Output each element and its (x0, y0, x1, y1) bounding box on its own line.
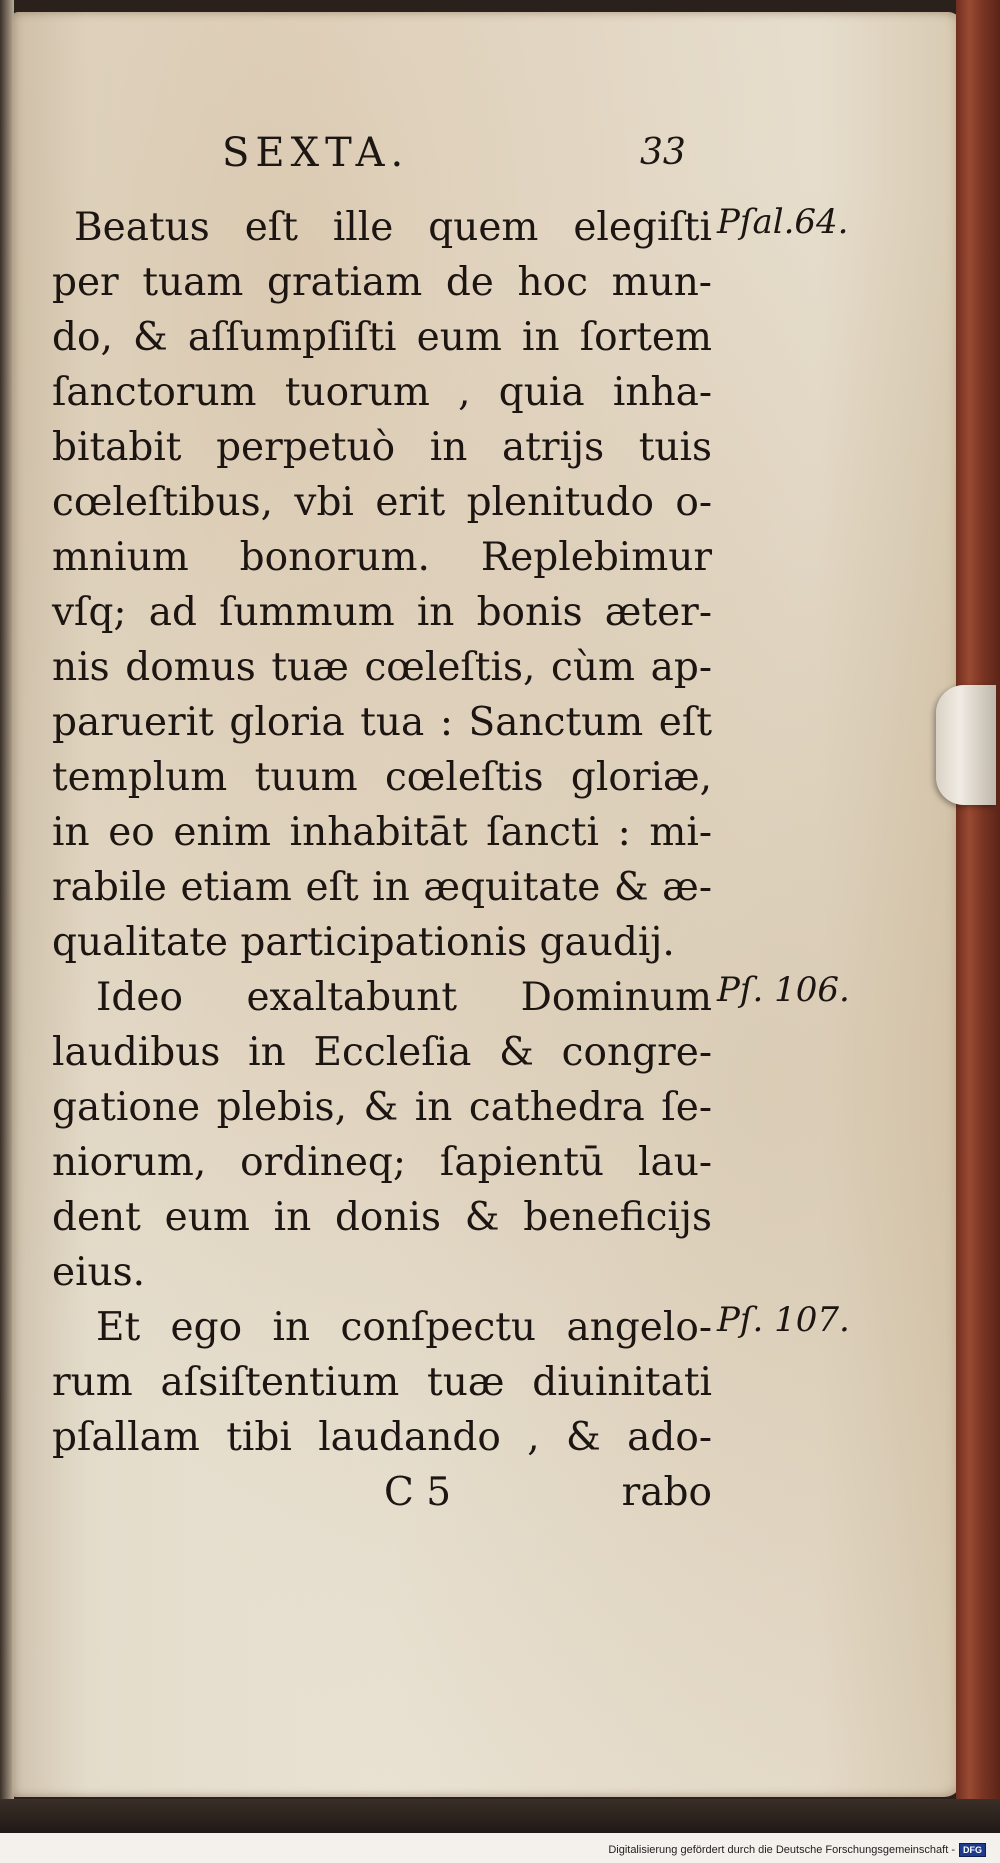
signature-line (52, 1465, 712, 1525)
body-text (52, 200, 712, 1525)
text-line: nis domus tuæ cœleſtis, cùm ap- (52, 645, 712, 690)
scan-bottom-border (0, 1799, 1000, 1833)
book-page (12, 12, 962, 1797)
text-line: gatione plebis, & in cathedra ſe- (52, 1085, 712, 1130)
dfg-logo: DFG (959, 1843, 986, 1857)
signature-mark: C 5 (384, 1470, 452, 1515)
text-line: bitabit perpetuò in atrijs tuis (52, 425, 712, 470)
margin-note-psalm-106: Pſ. 106. (717, 970, 850, 1010)
text-line: paruerit gloria tua : Sanctum eſt (52, 700, 712, 745)
text-line: per tuam gratiam de hoc mun- (52, 260, 712, 305)
digitization-credit (608, 1843, 986, 1857)
book-fore-edge (956, 0, 1000, 1800)
text-line: mnium bonorum. Replebimur (52, 535, 712, 580)
credit-bar (0, 1833, 1000, 1863)
text-line: templum tuum cœleſtis gloriæ, (52, 755, 712, 800)
margin-note-psalm-107: Pſ. 107. (717, 1300, 850, 1340)
text-line: Et ego in conſpectu angelo- (96, 1305, 712, 1350)
text-line: pſallam tibi laudando , & ado- (52, 1415, 712, 1460)
text-line: do, & aſſumpſiſti eum in ſortem (52, 315, 712, 360)
text-line: ſanctorum tuorum , quia inha- (52, 370, 712, 415)
text-line: Beatus eſt ille quem elegiſti (74, 205, 712, 250)
catchword: rabo (621, 1470, 712, 1515)
text-line: niorum, ordineq; ſapientū lau- (52, 1140, 712, 1185)
text-line: dent eum in donis & beneficijs (52, 1195, 712, 1240)
page-number: 33 (640, 132, 686, 173)
page-header (202, 130, 722, 190)
page-clip (936, 685, 996, 805)
text-line: rum aſsiſtentium tuæ diuinitati (52, 1360, 712, 1405)
text-line: vſq; ad ſummum in bonis æter- (52, 590, 712, 635)
text-line: cœleſtibus, vbi erit plenitudo o- (52, 480, 712, 525)
text-line: Ideo exaltabunt Dominum (96, 975, 712, 1020)
credit-text: Digitalisierung gefördert durch die Deutsche Forschungsgemeinschaft - (608, 1844, 955, 1856)
margin-note-psalm-64: Pſal.64. (717, 202, 849, 242)
running-head: SEXTA. (222, 130, 410, 176)
text-line: rabile etiam eſt in æquitate & æ- (52, 865, 712, 910)
text-line: qualitate participationis gaudij. (52, 920, 675, 965)
text-line: laudibus in Eccleſia & congre- (52, 1030, 712, 1075)
text-line: eius. (52, 1250, 146, 1295)
text-line: in eo enim inhabitāt ſancti : mi- (52, 810, 712, 855)
